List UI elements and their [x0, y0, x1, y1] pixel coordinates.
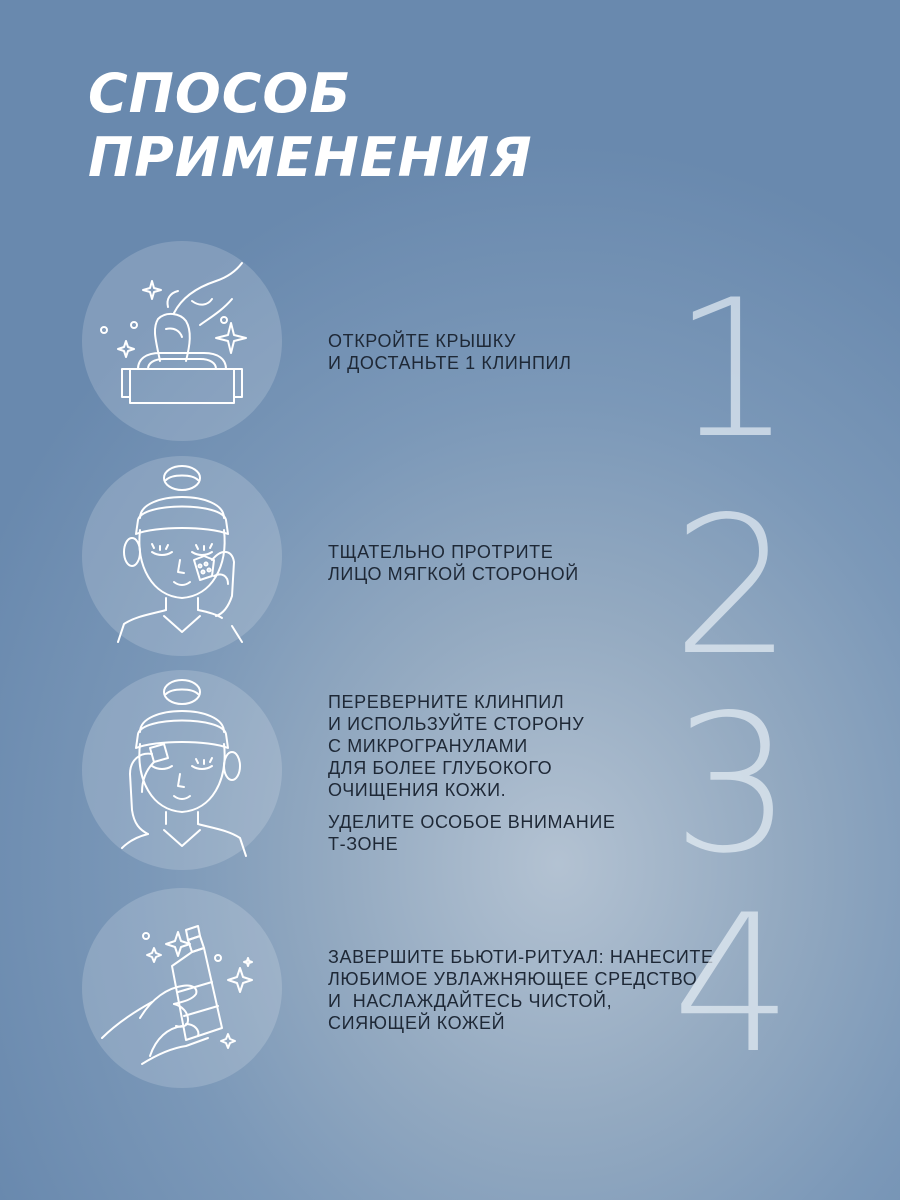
step-3-note-line-2: Т-ЗОНЕ: [328, 834, 399, 854]
step-4-line-4: СИЯЮЩЕЙ КОЖЕЙ: [328, 1013, 506, 1033]
step-4-line-2: ЛЮБИМОЕ УВЛАЖНЯЮЩЕЕ СРЕДСТВО: [328, 969, 698, 989]
step-3-line-1: ПЕРЕВЕРНИТЕ КЛИНПИЛ: [328, 692, 565, 712]
step-3-circle: [82, 670, 282, 870]
step-3-text: [328, 691, 615, 855]
step-2-line-1: ТЩАТЕЛЬНО ПРОТРИТЕ: [328, 542, 554, 562]
step-4-line-3: И НАСЛАЖДАЙТЕСЬ ЧИСТОЙ,: [328, 991, 613, 1011]
step-1-line-1: ОТКРОЙТЕ КРЫШКУ: [328, 331, 517, 351]
step-3-number: 3: [672, 674, 793, 895]
step-3-line-2: И ИСПОЛЬЗУЙТЕ СТОРОНУ: [328, 714, 585, 734]
step-4-line-1: ЗАВЕРШИТЕ БЬЮТИ-РИТУАЛ: НАНЕСИТЕ: [328, 947, 714, 967]
step-2-circle: [82, 456, 282, 656]
step-1-number: 1: [672, 259, 793, 480]
step-1-line-2: И ДОСТАНЬТЕ 1 КЛИНПИЛ: [328, 353, 572, 373]
face-wipe-forehead-icon: [82, 670, 282, 870]
step-3-line-3: С МИКРОГРАНУЛАМИ: [328, 736, 528, 756]
page-title: [88, 62, 533, 190]
step-3-note-line-1: УДЕЛИТЕ ОСОБОЕ ВНИМАНИЕ: [328, 812, 616, 832]
step-4-number: 4: [672, 874, 793, 1095]
step-2-text: [328, 541, 579, 585]
step-4-text: [328, 946, 714, 1034]
hand-with-serum-icon: [82, 888, 282, 1088]
step-2-line-2: ЛИЦО МЯГКОЙ СТОРОНОЙ: [328, 564, 579, 584]
step-3-line-5: ОЧИЩЕНИЯ КОЖИ.: [328, 780, 507, 800]
step-2-number: 2: [672, 476, 793, 697]
step-3-line-4: ДЛЯ БОЛЕЕ ГЛУБОКОГО: [328, 758, 553, 778]
title-line-2: ПРИМЕНЕНИЯ: [88, 126, 533, 189]
face-wipe-cheek-icon: [82, 456, 282, 656]
step-1-circle: [82, 241, 282, 441]
step-1-text: [328, 330, 571, 374]
title-line-1: СПОСОБ: [88, 62, 352, 125]
wipes-pack-icon: [82, 241, 282, 441]
step-4-circle: [82, 888, 282, 1088]
